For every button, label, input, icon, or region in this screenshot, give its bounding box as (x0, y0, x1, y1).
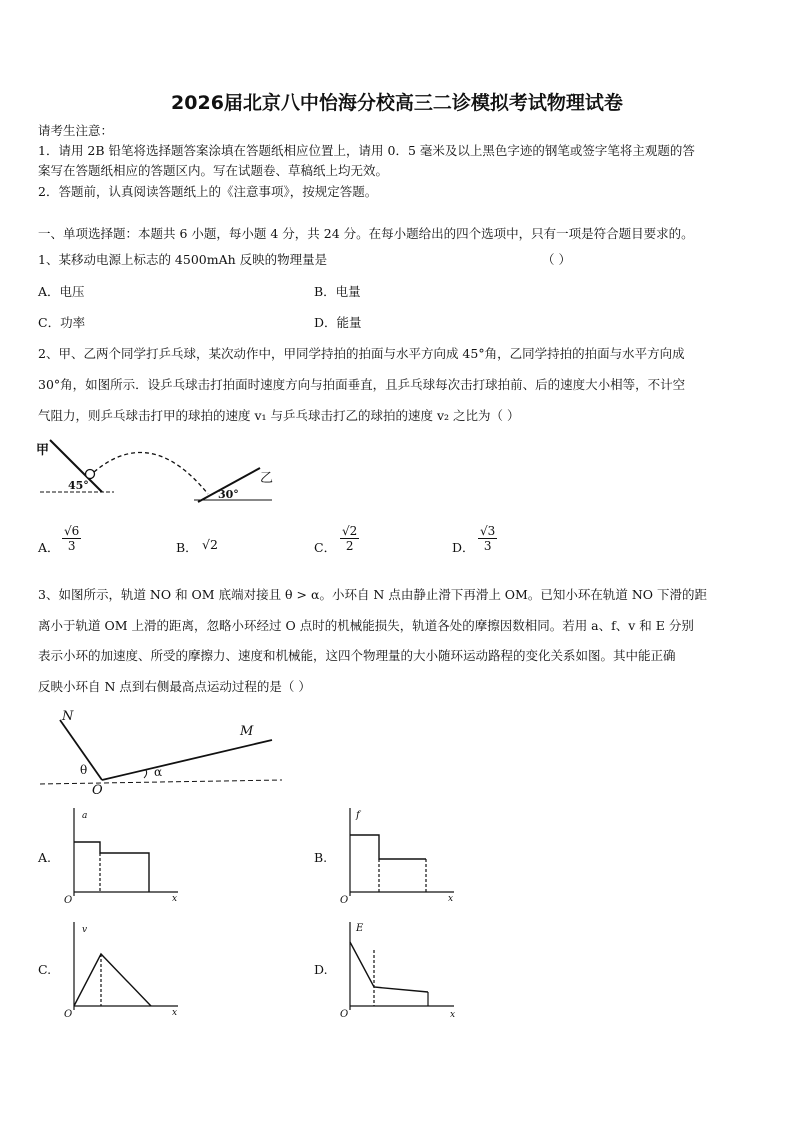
q3-line1: 3、如图所示，轨道 NO 和 OM 底端对接且 θ > α。小环自 N 点由静止滑下再滑上 OM。已知小环在轨道 NO 下滑的距 (38, 587, 707, 602)
q2-label-jia: 甲 (36, 443, 50, 458)
q3-graph-d-curve (350, 942, 428, 992)
q3-graph-c-x-label: x (172, 1008, 178, 1018)
q3-option-b: B. (314, 850, 328, 865)
q3-label-theta: θ (80, 763, 88, 777)
q3-graph-a-curve (74, 842, 149, 892)
q3-graph-a-y-label: a (82, 811, 88, 821)
notice-item1-line2: 案写在答题纸相应的答题区内。写在试题卷、草稿纸上均无效。 (38, 163, 389, 178)
q2-label-yi: 乙 (260, 471, 274, 486)
q3-line4: 反映小环自 N 点到右侧最高点运动过程的是（ ） (38, 679, 311, 694)
q2-option-c-den: 2 (345, 539, 354, 553)
q2-option-a-den: 3 (67, 539, 76, 553)
q3-graph-a-x-label: x (172, 894, 178, 904)
q2-option-d-num: √3 (480, 524, 496, 538)
q2-option-b-val: √2 (202, 537, 218, 552)
q2-ball (86, 470, 95, 479)
q2-option-c-label: C． (314, 540, 337, 555)
q3-option-a: A. (38, 850, 52, 865)
section1-heading: 一、单项选择题：本题共 6 小题，每小题 4 分，共 24 分。在每小题给出的四个选项中，只有一项是符合题目要求的。 (38, 226, 694, 241)
q3-graph-d-origin: O (340, 1009, 349, 1020)
q3-graph-a-origin: O (64, 895, 73, 906)
notice-heading: 请考生注意： (38, 123, 114, 138)
q2-option-b-label: B． (176, 540, 198, 555)
q3-graph-c-y-label: v (82, 925, 88, 935)
q3-arc-alpha (144, 770, 147, 778)
q2-line3: 气阻力，则乒乓球击打甲的球拍的速度 v₁ 与乒乓球击打乙的球拍的速度 v₂ 之比为（ ） (38, 408, 520, 423)
q3-graph-b-origin: O (340, 895, 349, 906)
q2-option-c-frac (340, 524, 359, 553)
q3-graph-d-x-label: x (450, 1010, 456, 1020)
q2-option-a-label: A． (38, 540, 60, 555)
q2-option-d-label: D． (452, 540, 475, 555)
q3-line3: 表示小环的加速度、所受的摩擦力、速度和机械能，这四个物理量的大小随环运动路程的变化关系如图。其中能正确 (38, 648, 676, 663)
notice-item1-line1: 1．请用 2B 铅笔将选择题答案涂填在答题纸相应位置上，请用 0．5 毫米及以上黑色字迹的钢笔或签字笔将主观题的答 (38, 143, 695, 158)
q2-line2: 30°角，如图所示．设乒乓球击打拍面时速度方向与拍面垂直，且乒乓球每次击打球拍前、后的速度大小相等，不计空 (38, 377, 686, 392)
q2-option-c-num: √2 (342, 524, 358, 538)
page-title: 2026届北京八中怡海分校高三二诊模拟考试物理试卷 (171, 92, 623, 114)
q1-option-d: D．能量 (314, 315, 362, 330)
q3-track-figure (36, 704, 286, 796)
q2-option-a-num: √6 (64, 524, 80, 538)
q3-graph-d-y-label: E (356, 923, 364, 934)
q2-figure (36, 436, 276, 506)
q3-graph-c-curve (74, 954, 151, 1006)
q3-option-d: D. (314, 962, 328, 977)
q3-graph-d (338, 918, 468, 1020)
q3-graph-b (338, 804, 468, 906)
q3-label-n: N (62, 709, 74, 724)
q2-line1: 2、甲、乙两个同学打乒乓球，某次动作中，甲同学持拍的拍面与水平方向成 45°角，乙同学持拍的拍面与水平方向成 (38, 346, 685, 361)
q3-option-c: C. (38, 962, 52, 977)
q3-label-m: M (240, 724, 254, 739)
q2-option-a-frac (62, 524, 81, 553)
q2-angle-45: 45° (68, 479, 89, 492)
q3-graph-c (62, 918, 192, 1020)
q3-track-om (102, 740, 272, 780)
q1-option-a: A．电压 (38, 284, 85, 299)
q3-graph-c-origin: O (64, 1009, 73, 1020)
q2-option-d-frac (478, 524, 497, 553)
q3-horizontal (40, 780, 282, 784)
notice-item2: 2．答题前，认真阅读答题纸上的《注意事项》，按规定答题。 (38, 184, 378, 199)
q1-option-b: B．电量 (314, 284, 361, 299)
q3-graph-b-x-label: x (448, 894, 454, 904)
q1-stem: 1、某移动电源上标志的 4500mAh 反映的物理量是 (38, 252, 328, 267)
q2-option-d-den: 3 (483, 539, 492, 553)
q2-angle-30: 30° (218, 488, 239, 501)
q1-bracket: （ ） (542, 252, 571, 267)
q2-trajectory (94, 452, 208, 494)
q1-option-c: C．功率 (38, 315, 86, 330)
q3-label-o: O (92, 783, 103, 798)
q3-graph-b-curve (350, 835, 426, 859)
q3-graph-b-y-label: f (356, 810, 360, 821)
q3-line2: 离小于轨道 OM 上滑的距离，忽略小环经过 O 点时的机械能损失，轨道各处的摩擦因数相同。若用 a、f、v 和 E 分别 (38, 618, 694, 633)
q3-label-alpha: α (154, 765, 163, 779)
q3-graph-a (62, 804, 192, 906)
